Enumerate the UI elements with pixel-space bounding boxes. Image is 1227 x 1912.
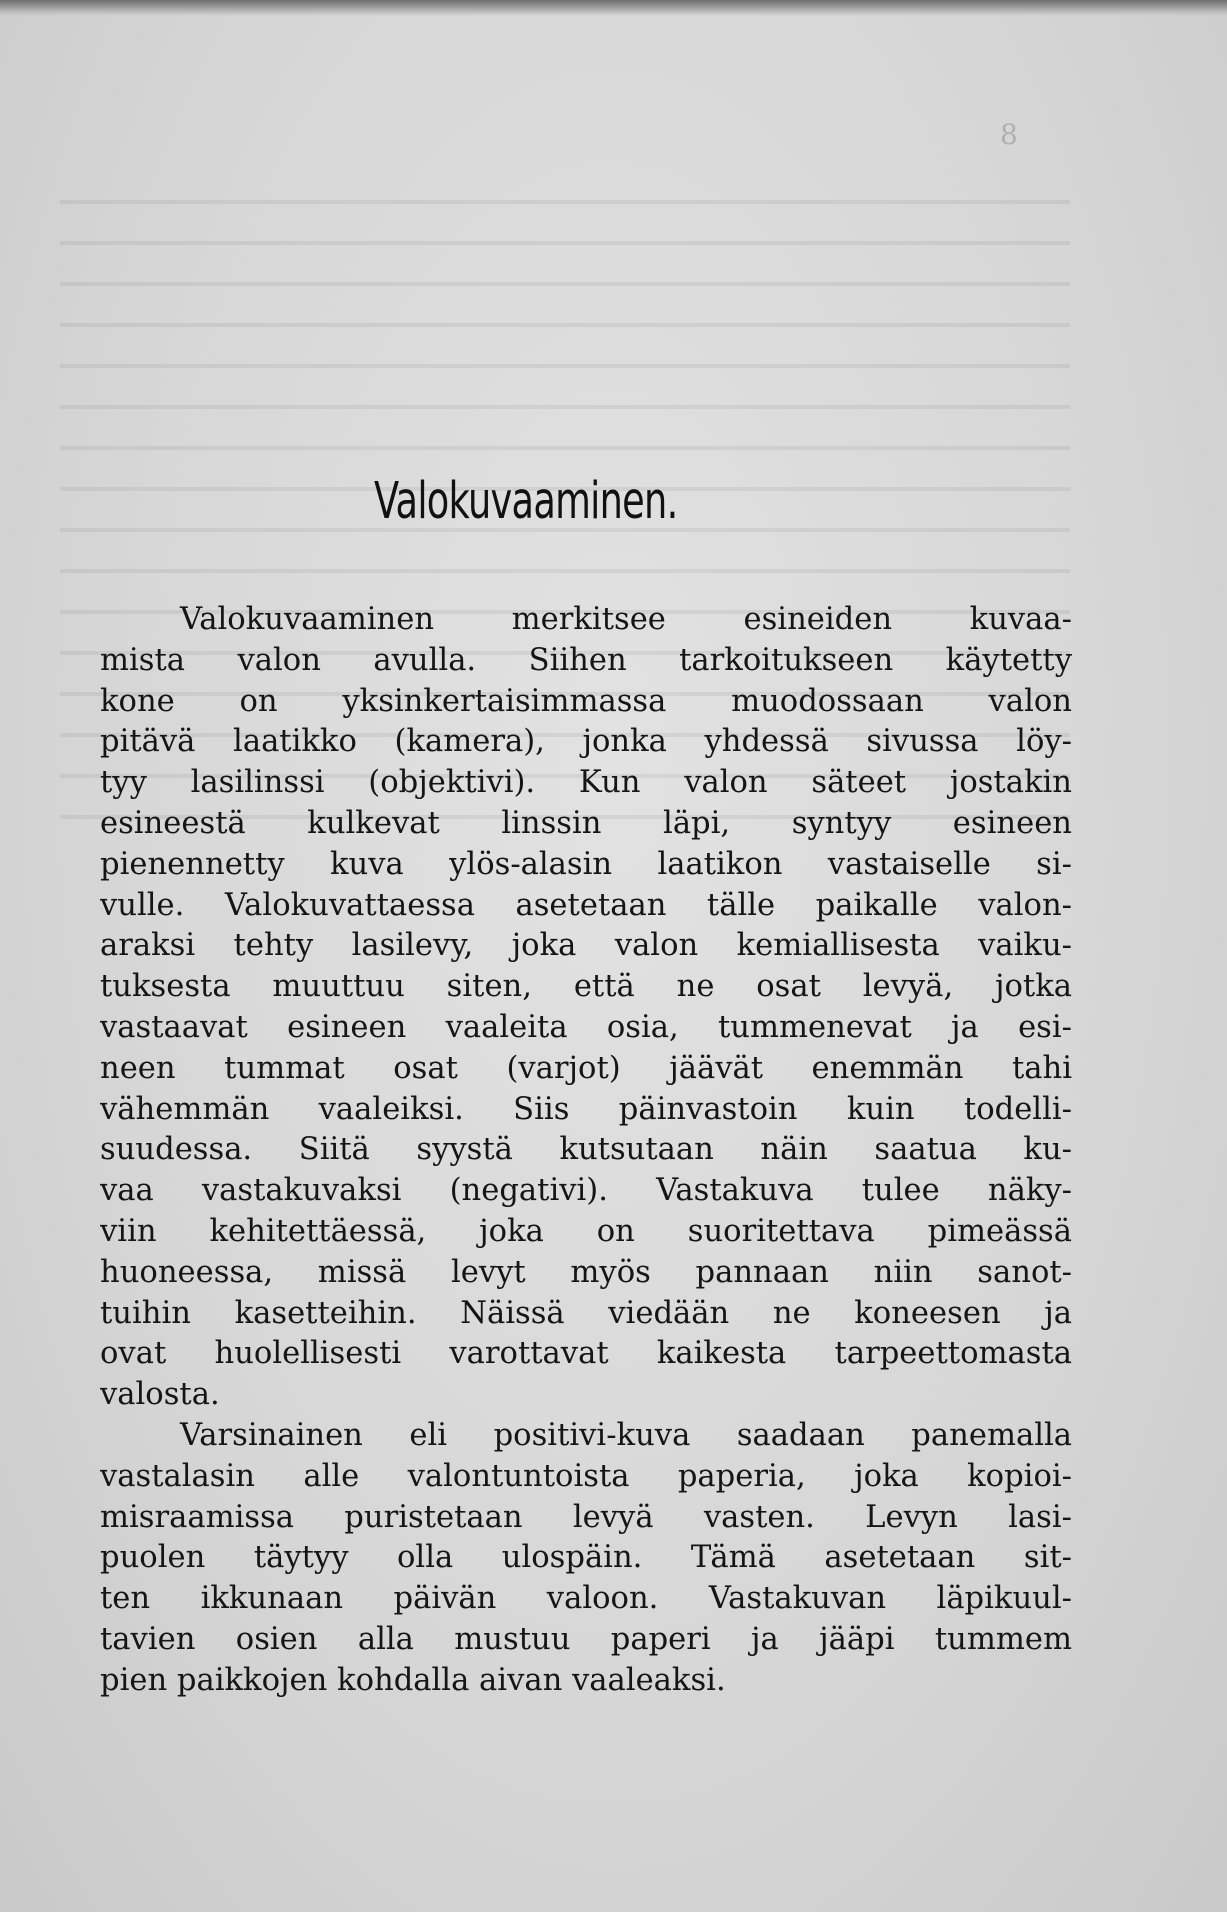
text-line: ovat huolellisesti varottavat kaikesta tarpeettomasta — [100, 1336, 1072, 1372]
text-line: valosta. — [100, 1377, 220, 1413]
text-line: mista valon avulla. Siihen tarkoitukseen käytetty — [100, 642, 1072, 678]
text-line: tuksesta muuttuu siten, että ne osat levyä, jotka — [100, 969, 1072, 1005]
body-text — [100, 600, 1072, 1702]
text-line: ten ikkunaan päivän valoon. Vastakuvan läpikuul- — [100, 1581, 1072, 1617]
text-line: kone on yksinkertaisimmassa muodossaan valon — [100, 683, 1072, 719]
text-line: suudessa. Siitä syystä kutsutaan näin saatua ku- — [100, 1132, 1072, 1168]
text-line: vastalasin alle valontuntoista paperia, joka kopioi- — [100, 1458, 1072, 1494]
text-line: Valokuvaaminen merkitsee esineiden kuvaa- — [180, 602, 1072, 637]
text-line: pitävä laatikko (kamera), jonka yhdessä sivussa löy- — [100, 724, 1072, 760]
text-line: viin kehitettäessä, joka on suoritettava pimeässä — [100, 1213, 1072, 1249]
text-line: vastaavat esineen vaaleita osia, tummenevat ja esi- — [100, 1009, 1072, 1045]
text-line: tuihin kasetteihin. Näissä viedään ne koneesen ja — [100, 1295, 1072, 1331]
text-line: puolen täytyy olla ulospäin. Tämä asetetaan sit- — [100, 1540, 1072, 1576]
text-line: Varsinainen eli positivi-kuva saadaan panemalla — [180, 1417, 1072, 1453]
text-line: vulle. Valokuvattaessa asetetaan tälle paikalle valon- — [100, 887, 1072, 923]
text-line: esineestä kulkevat linssin läpi, syntyy esineen — [100, 805, 1072, 841]
text-line: huoneessa, missä levyt myös pannaan niin sanot- — [100, 1254, 1072, 1290]
text-line: vähemmän vaaleiksi. Siis päinvastoin kuin todelli- — [100, 1091, 1072, 1127]
page-top-edge — [0, 0, 1227, 16]
text-line: vaa vastakuvaksi (negativi). Vastakuva tulee näky- — [100, 1173, 1072, 1209]
text-line: pienennetty kuva ylös-alasin laatikon vastaiselle si- — [100, 846, 1072, 882]
page-title: Valokuvaaminen. — [374, 472, 678, 531]
page-number: 8 — [1000, 118, 1018, 151]
text-line: tyy lasilinssi (objektivi). Kun valon säteet jostakin — [100, 765, 1072, 801]
text-line: neen tummat osat (varjot) jäävät enemmän tahi — [100, 1050, 1072, 1086]
text-line: pien paikkojen kohdalla aivan vaaleaksi. — [100, 1662, 726, 1698]
text-line: tavien osien alla mustuu paperi ja jääpi tummem — [100, 1621, 1072, 1657]
text-line: araksi tehty lasilevy, joka valon kemiallisesta vaiku- — [100, 928, 1072, 964]
text-line: misraamissa puristetaan levyä vasten. Levyn lasi- — [100, 1499, 1072, 1535]
